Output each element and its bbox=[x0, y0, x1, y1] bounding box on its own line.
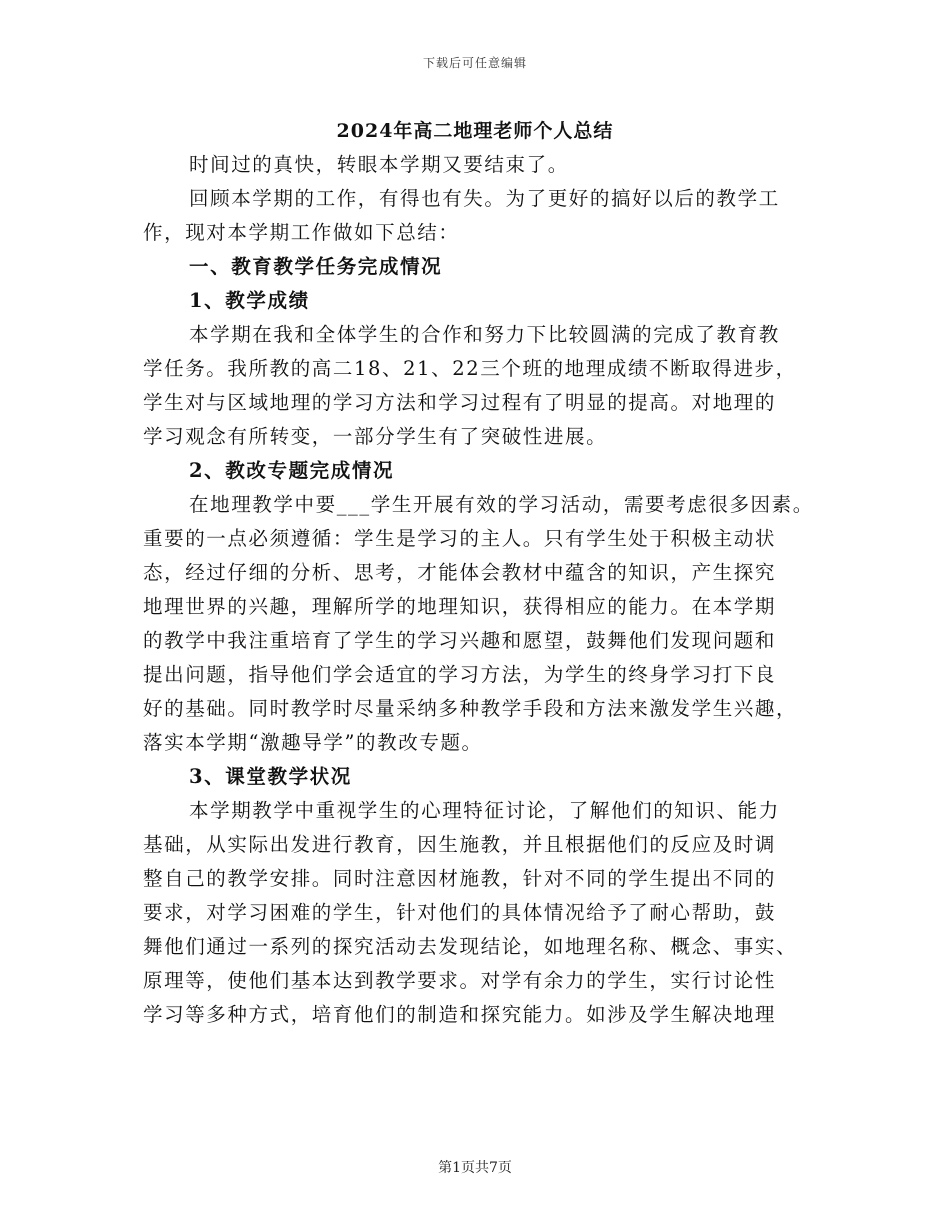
text-line: 地理世界的兴趣，理解所学的地理知识，获得相应的能力。在本学期 bbox=[143, 595, 777, 618]
text-line: 落实本学期“激趣导学”的教改专题。 bbox=[143, 731, 483, 754]
section-heading: 1、教学成绩 bbox=[189, 289, 310, 312]
text-line: 整自己的教学安排。同时注意因材施教，针对不同的学生提出不同的 bbox=[143, 867, 777, 890]
text-line: 原理等，使他们基本达到教学要求。对学有余力的学生，实行讨论性 bbox=[143, 969, 777, 992]
text-line: 在地理教学中要___学生开展有效的学习活动，需要考虑很多因素。 bbox=[189, 493, 814, 516]
document-title: 2024年高二地理老师个人总结 bbox=[336, 120, 614, 142]
text-line: 要求，对学习困难的学生，针对他们的具体情况给予了耐心帮助，鼓 bbox=[143, 901, 777, 924]
document-body bbox=[143, 148, 833, 1032]
text-line: 好的基础。同时教学时尽量采纳多种教学手段和方法来激发学生兴趣， bbox=[143, 697, 798, 720]
text-line: 本学期在我和全体学生的合作和努力下比较圆满的完成了教育教 bbox=[189, 323, 780, 346]
text-line: 的教学中我注重培育了学生的学习兴趣和愿望，鼓舞他们发现问题和 bbox=[143, 629, 777, 652]
text-line: 回顾本学期的工作，有得也有失。为了更好的搞好以后的教学工 bbox=[189, 187, 780, 210]
text-line: 时间过的真快，转眼本学期又要结束了。 bbox=[189, 153, 569, 176]
section-heading: 一、教育教学任务完成情况 bbox=[189, 255, 443, 278]
section-heading: 2、教改专题完成情况 bbox=[189, 459, 395, 482]
text-line: 学生对与区域地理的学习方法和学习过程有了明显的提高。对地理的 bbox=[143, 391, 777, 414]
text-line: 本学期教学中重视学生的心理特征讨论，了解他们的知识、能力 bbox=[189, 799, 780, 822]
page-footer: 第1页共7页 bbox=[438, 1160, 512, 1176]
text-line: 舞他们通过一系列的探究活动去发现结论，如地理名称、概念、事实、 bbox=[143, 935, 798, 958]
text-line: 基础，从实际出发进行教育，因生施教，并且根据他们的反应及时调 bbox=[143, 833, 777, 856]
header-note: 下载后可任意编辑 bbox=[422, 56, 527, 70]
text-line: 学习观念有所转变，一部分学生有了突破性进展。 bbox=[143, 425, 608, 448]
text-line: 学习等多种方式，培育他们的制造和探究能力。如涉及学生解决地理 bbox=[143, 1003, 777, 1026]
text-line: 重要的一点必须遵循：学生是学习的主人。只有学生处于积极主动状 bbox=[143, 527, 777, 550]
text-line: 态，经过仔细的分析、思考，才能体会教材中蕴含的知识，产生探究 bbox=[143, 561, 777, 584]
section-heading: 3、课堂教学状况 bbox=[189, 765, 352, 788]
text-line: 学任务。我所教的高二18、21、22三个班的地理成绩不断取得进步， bbox=[143, 357, 797, 380]
text-line: 作，现对本学期工作做如下总结： bbox=[143, 221, 460, 244]
text-line: 提出问题，指导他们学会适宜的学习方法，为学生的终身学习打下良 bbox=[143, 663, 777, 686]
